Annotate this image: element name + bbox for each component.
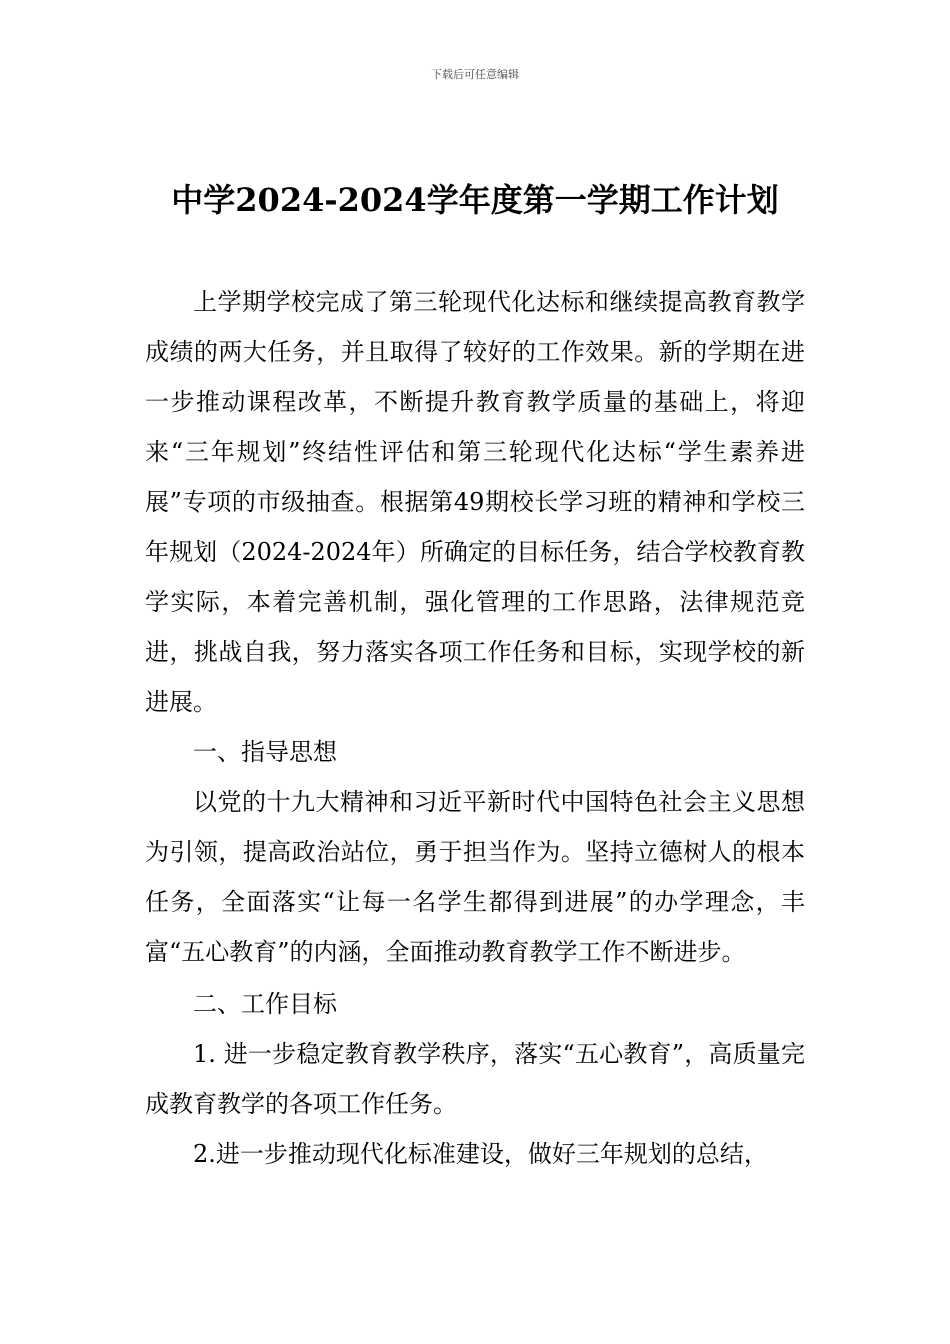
- header-note: 下载后可任意编辑: [431, 68, 519, 81]
- paragraph-goal-1: 1. 进一步稳定教育教学秩序，落实“五心教育”，高质量完成教育教学的各项工作任务。: [145, 1040, 805, 1118]
- paragraph-guiding-ideology: 以党的十九大精神和习近平新时代中国特色社会主义思想为引领，提高政治站位，勇于担当作为。坚持立德树人的根本任务，全面落实“让每一名学生都得到进展”的办学理念，丰富“五心教育”的内涵，全面推动教育教学工作不断进步。: [145, 788, 805, 966]
- section-heading-guiding-ideology: 一、指导思想: [193, 738, 337, 766]
- section-heading-work-goals: 二、工作目标: [193, 990, 337, 1018]
- paragraph-intro: 上学期学校完成了第三轮现代化达标和继续提高教育教学成绩的两大任务，并且取得了较好的工作效果。新的学期在进一步推动课程改革，不断提升教育教学质量的基础上，将迎来“三年规划”终结性评估和第三轮现代化达标“学生素养进展”专项的市级抽查。根据第49期校长学习班的精神和学校三年规划（2024-2024年）所确定的目标任务，结合学校教育教学实际，本着完善机制，强化管理的工作思路，法律规范竞进，挑战自我，努力落实各项工作任务和目标，实现学校的新进展。: [145, 288, 805, 716]
- document-body: [145, 277, 805, 1179]
- document-title: 中学2024-2024学年度第一学期工作计划: [171, 181, 779, 219]
- paragraph-goal-2: 2.进一步推动现代化标准建设，做好三年规划的总结，: [193, 1140, 768, 1168]
